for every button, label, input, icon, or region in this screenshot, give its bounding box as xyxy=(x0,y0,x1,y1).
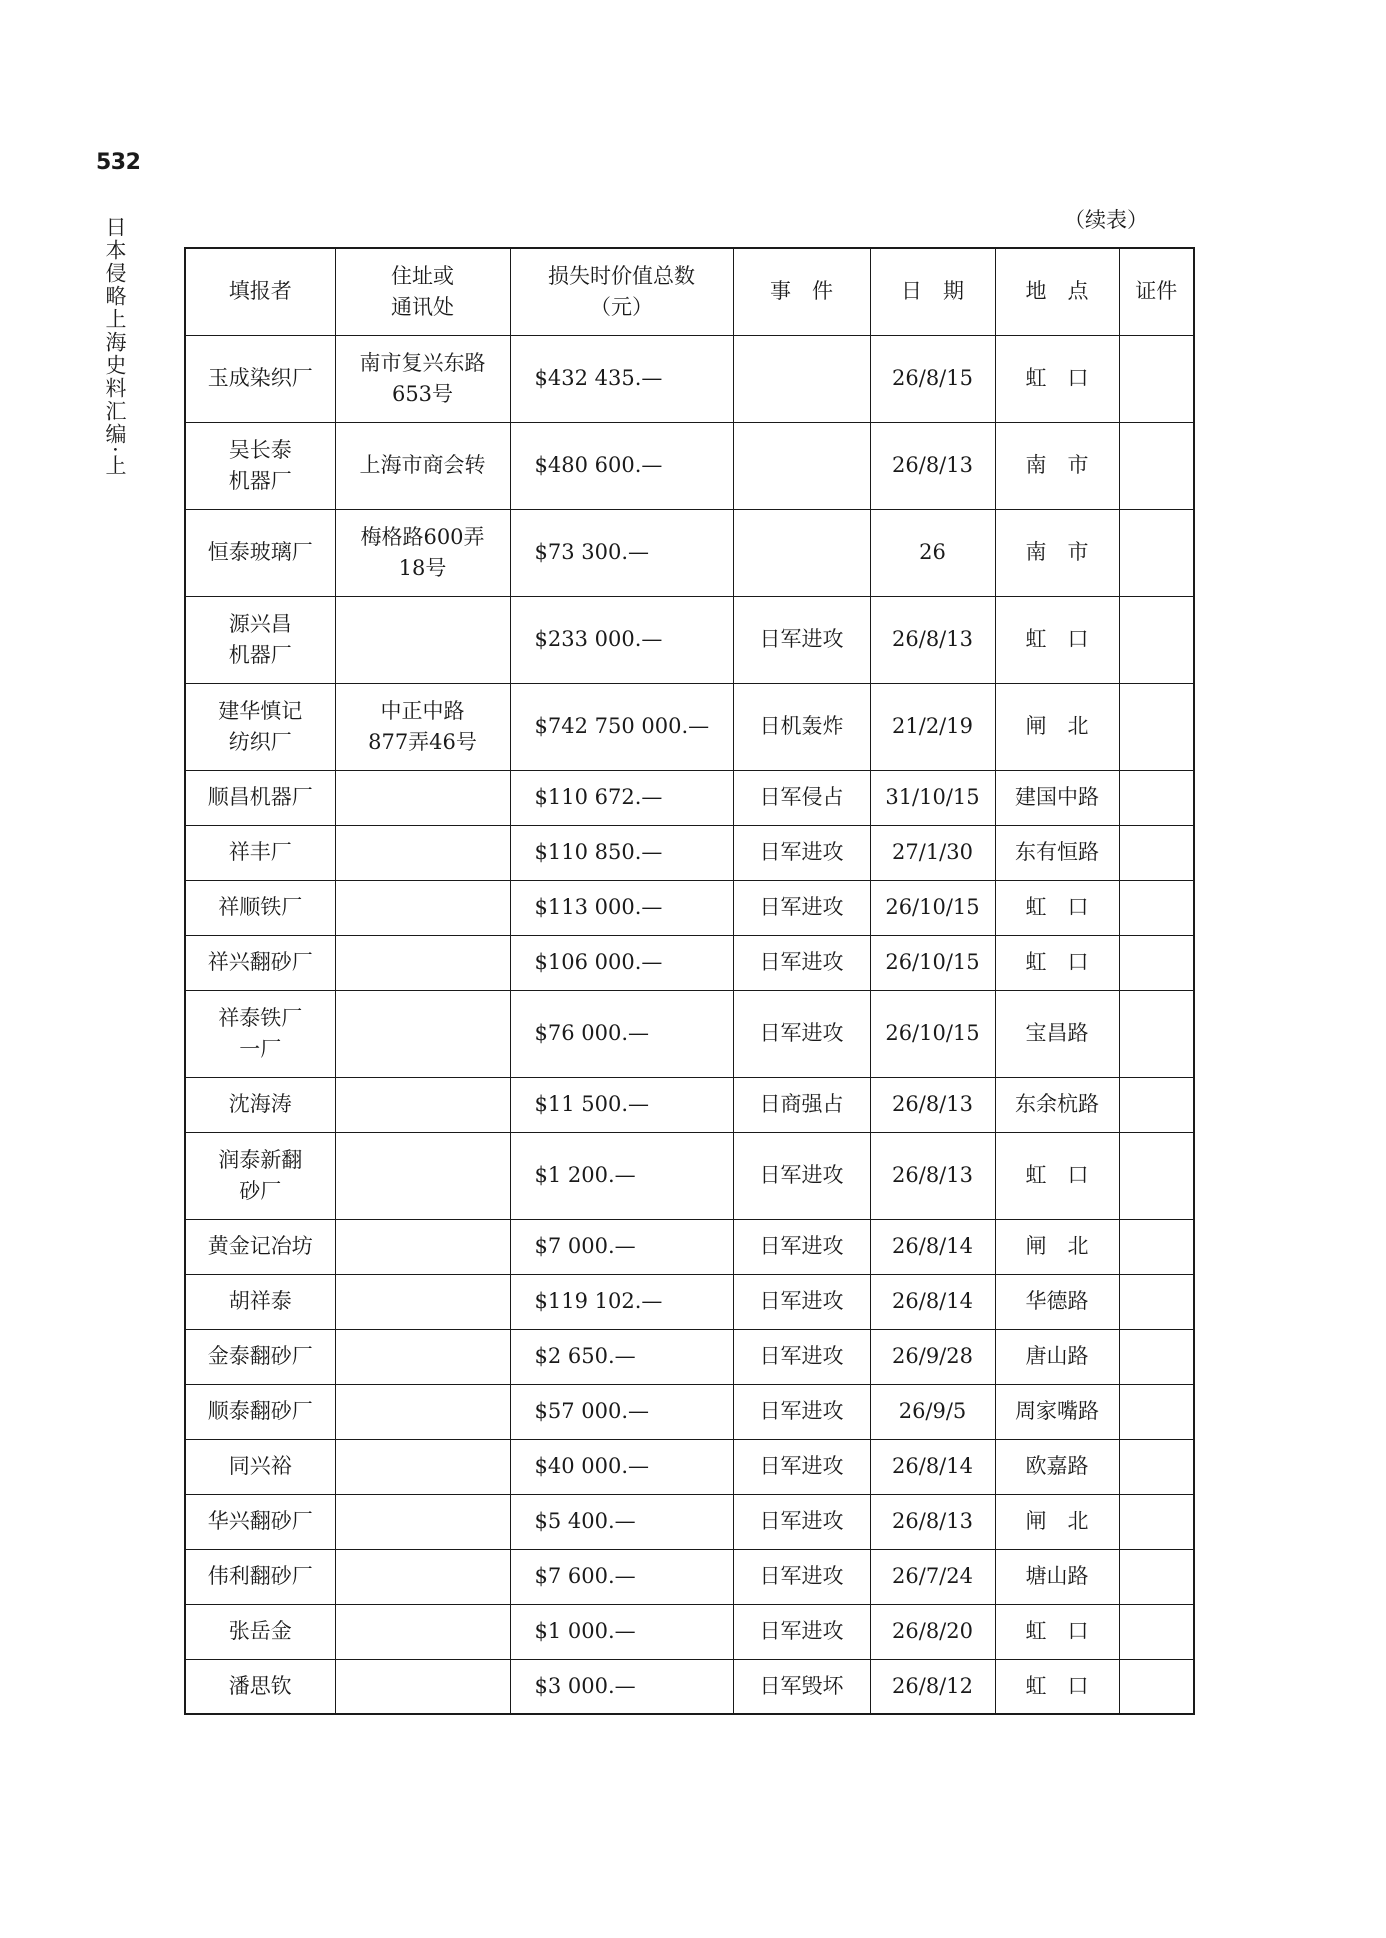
cell-loss-value: $7 600.— xyxy=(510,1549,733,1604)
table-row xyxy=(185,825,1194,880)
cell-event: 日军进攻 xyxy=(733,935,870,990)
cell-date: 26/8/20 xyxy=(870,1604,995,1659)
cell-filer: 潘思钦 xyxy=(185,1659,335,1714)
cell-date: 26/9/28 xyxy=(870,1329,995,1384)
table-row xyxy=(185,990,1194,1077)
cell-filer: 金泰翻砂厂 xyxy=(185,1329,335,1384)
cell-loss-value: $73 300.— xyxy=(510,509,733,596)
cell-loss-value: $11 500.— xyxy=(510,1077,733,1132)
table-row xyxy=(185,1549,1194,1604)
cell-address: 上海市商会转 xyxy=(335,422,510,509)
continued-label: （续表） xyxy=(1064,208,1148,232)
header-location: 地 点 xyxy=(995,248,1119,335)
cell-document xyxy=(1119,1274,1194,1329)
cell-loss-value: $1 200.— xyxy=(510,1132,733,1219)
cell-address xyxy=(335,880,510,935)
cell-address xyxy=(335,1274,510,1329)
cell-event xyxy=(733,509,870,596)
table-body xyxy=(185,335,1194,1714)
cell-date: 26/8/14 xyxy=(870,1219,995,1274)
cell-filer: 同兴裕 xyxy=(185,1439,335,1494)
cell-document xyxy=(1119,825,1194,880)
cell-loss-value: $7 000.— xyxy=(510,1219,733,1274)
cell-address xyxy=(335,1384,510,1439)
cell-event: 日军进攻 xyxy=(733,1494,870,1549)
cell-filer: 祥泰铁厂 一厂 xyxy=(185,990,335,1077)
cell-event: 日军侵占 xyxy=(733,770,870,825)
cell-address xyxy=(335,1329,510,1384)
cell-loss-value: $5 400.— xyxy=(510,1494,733,1549)
cell-loss-value: $110 672.— xyxy=(510,770,733,825)
cell-event xyxy=(733,335,870,422)
cell-location: 周家嘴路 xyxy=(995,1384,1119,1439)
table-row xyxy=(185,509,1194,596)
cell-loss-value: $1 000.— xyxy=(510,1604,733,1659)
cell-date: 26/10/15 xyxy=(870,990,995,1077)
table-row xyxy=(185,935,1194,990)
cell-loss-value: $113 000.— xyxy=(510,880,733,935)
cell-address xyxy=(335,990,510,1077)
table-row xyxy=(185,422,1194,509)
table-row xyxy=(185,1329,1194,1384)
cell-date: 26/10/15 xyxy=(870,880,995,935)
cell-address xyxy=(335,1077,510,1132)
table-row xyxy=(185,1604,1194,1659)
cell-address xyxy=(335,1439,510,1494)
cell-document xyxy=(1119,1384,1194,1439)
cell-document xyxy=(1119,935,1194,990)
cell-event: 日军进攻 xyxy=(733,1439,870,1494)
cell-loss-value: $106 000.— xyxy=(510,935,733,990)
cell-location: 南 市 xyxy=(995,422,1119,509)
cell-document xyxy=(1119,1077,1194,1132)
cell-date: 26 xyxy=(870,509,995,596)
table-row xyxy=(185,880,1194,935)
cell-date: 26/8/13 xyxy=(870,422,995,509)
cell-event: 日军进攻 xyxy=(733,1329,870,1384)
cell-location: 闸 北 xyxy=(995,1219,1119,1274)
cell-location: 虹 口 xyxy=(995,1604,1119,1659)
cell-loss-value: $432 435.— xyxy=(510,335,733,422)
cell-address: 梅格路600弄 18号 xyxy=(335,509,510,596)
cell-address xyxy=(335,596,510,683)
cell-document xyxy=(1119,1604,1194,1659)
cell-document xyxy=(1119,770,1194,825)
cell-filer: 建华慎记 纺织厂 xyxy=(185,683,335,770)
cell-document xyxy=(1119,335,1194,422)
cell-event xyxy=(733,422,870,509)
cell-filer: 祥顺铁厂 xyxy=(185,880,335,935)
table-row xyxy=(185,1494,1194,1549)
cell-loss-value: $76 000.— xyxy=(510,990,733,1077)
cell-address xyxy=(335,1604,510,1659)
cell-filer: 顺泰翻砂厂 xyxy=(185,1384,335,1439)
cell-location: 闸 北 xyxy=(995,1494,1119,1549)
running-title: 日本侵略上海史料汇编·上 xyxy=(103,216,127,478)
cell-document xyxy=(1119,1219,1194,1274)
cell-date: 21/2/19 xyxy=(870,683,995,770)
cell-address: 南市复兴东路 653号 xyxy=(335,335,510,422)
cell-document xyxy=(1119,880,1194,935)
table-row xyxy=(185,596,1194,683)
cell-location: 唐山路 xyxy=(995,1329,1119,1384)
cell-filer: 伟利翻砂厂 xyxy=(185,1549,335,1604)
cell-address xyxy=(335,935,510,990)
table-row xyxy=(185,770,1194,825)
cell-filer: 祥丰厂 xyxy=(185,825,335,880)
cell-event: 日军进攻 xyxy=(733,1549,870,1604)
cell-filer: 恒泰玻璃厂 xyxy=(185,509,335,596)
cell-date: 26/8/13 xyxy=(870,1494,995,1549)
table-row xyxy=(185,335,1194,422)
cell-filer: 源兴昌 机器厂 xyxy=(185,596,335,683)
cell-event: 日军进攻 xyxy=(733,1604,870,1659)
cell-document xyxy=(1119,1549,1194,1604)
cell-location: 虹 口 xyxy=(995,335,1119,422)
cell-filer: 祥兴翻砂厂 xyxy=(185,935,335,990)
cell-date: 26/8/13 xyxy=(870,1077,995,1132)
cell-address xyxy=(335,1132,510,1219)
cell-event: 日军进攻 xyxy=(733,596,870,683)
table-row xyxy=(185,1384,1194,1439)
header-event: 事 件 xyxy=(733,248,870,335)
cell-event: 日军进攻 xyxy=(733,825,870,880)
header-document: 证件 xyxy=(1119,248,1194,335)
cell-location: 虹 口 xyxy=(995,1659,1119,1714)
cell-address xyxy=(335,770,510,825)
cell-document xyxy=(1119,1439,1194,1494)
cell-location: 虹 口 xyxy=(995,596,1119,683)
cell-location: 华德路 xyxy=(995,1274,1119,1329)
cell-address xyxy=(335,825,510,880)
cell-event: 日军进攻 xyxy=(733,1132,870,1219)
table-row xyxy=(185,1439,1194,1494)
loss-table xyxy=(184,247,1195,1715)
header-address: 住址或 通讯处 xyxy=(335,248,510,335)
table-header-row xyxy=(185,248,1194,335)
cell-loss-value: $742 750 000.— xyxy=(510,683,733,770)
cell-event: 日军进攻 xyxy=(733,880,870,935)
cell-document xyxy=(1119,990,1194,1077)
cell-loss-value: $3 000.— xyxy=(510,1659,733,1714)
cell-date: 26/8/15 xyxy=(870,335,995,422)
cell-event: 日军毁坏 xyxy=(733,1659,870,1714)
cell-loss-value: $40 000.— xyxy=(510,1439,733,1494)
cell-date: 26/8/14 xyxy=(870,1274,995,1329)
cell-date: 26/9/5 xyxy=(870,1384,995,1439)
cell-date: 27/1/30 xyxy=(870,825,995,880)
header-loss-value: 损失时价值总数 （元） xyxy=(510,248,733,335)
cell-date: 26/7/24 xyxy=(870,1549,995,1604)
cell-date: 26/8/13 xyxy=(870,1132,995,1219)
cell-date: 26/8/12 xyxy=(870,1659,995,1714)
cell-event: 日军进攻 xyxy=(733,1274,870,1329)
cell-address xyxy=(335,1219,510,1274)
cell-address: 中正中路 877弄46号 xyxy=(335,683,510,770)
table-row xyxy=(185,683,1194,770)
cell-filer: 玉成染织厂 xyxy=(185,335,335,422)
cell-event: 日商强占 xyxy=(733,1077,870,1132)
table-row xyxy=(185,1077,1194,1132)
cell-address xyxy=(335,1659,510,1714)
cell-document xyxy=(1119,683,1194,770)
table-row xyxy=(185,1132,1194,1219)
header-date: 日 期 xyxy=(870,248,995,335)
cell-event: 日军进攻 xyxy=(733,1219,870,1274)
cell-location: 虹 口 xyxy=(995,880,1119,935)
cell-location: 东余杭路 xyxy=(995,1077,1119,1132)
cell-location: 欧嘉路 xyxy=(995,1439,1119,1494)
cell-document xyxy=(1119,1132,1194,1219)
cell-filer: 沈海涛 xyxy=(185,1077,335,1132)
cell-filer: 吴长泰 机器厂 xyxy=(185,422,335,509)
cell-location: 虹 口 xyxy=(995,935,1119,990)
cell-event: 日机轰炸 xyxy=(733,683,870,770)
page-number: 532 xyxy=(96,150,141,175)
cell-filer: 胡祥泰 xyxy=(185,1274,335,1329)
cell-loss-value: $57 000.— xyxy=(510,1384,733,1439)
cell-location: 宝昌路 xyxy=(995,990,1119,1077)
cell-date: 26/8/14 xyxy=(870,1439,995,1494)
cell-document xyxy=(1119,509,1194,596)
cell-location: 虹 口 xyxy=(995,1132,1119,1219)
cell-document xyxy=(1119,596,1194,683)
cell-location: 南 市 xyxy=(995,509,1119,596)
cell-document xyxy=(1119,422,1194,509)
cell-event: 日军进攻 xyxy=(733,990,870,1077)
cell-loss-value: $119 102.— xyxy=(510,1274,733,1329)
cell-address xyxy=(335,1549,510,1604)
cell-filer: 润泰新翻 砂厂 xyxy=(185,1132,335,1219)
cell-location: 东有恒路 xyxy=(995,825,1119,880)
cell-location: 塘山路 xyxy=(995,1549,1119,1604)
cell-document xyxy=(1119,1329,1194,1384)
cell-loss-value: $480 600.— xyxy=(510,422,733,509)
cell-address xyxy=(335,1494,510,1549)
cell-location: 闸 北 xyxy=(995,683,1119,770)
cell-filer: 顺昌机器厂 xyxy=(185,770,335,825)
cell-event: 日军进攻 xyxy=(733,1384,870,1439)
cell-filer: 黄金记冶坊 xyxy=(185,1219,335,1274)
cell-loss-value: $233 000.— xyxy=(510,596,733,683)
cell-date: 26/8/13 xyxy=(870,596,995,683)
cell-document xyxy=(1119,1659,1194,1714)
table-row xyxy=(185,1274,1194,1329)
header-filer: 填报者 xyxy=(185,248,335,335)
cell-document xyxy=(1119,1494,1194,1549)
table-row xyxy=(185,1219,1194,1274)
cell-filer: 华兴翻砂厂 xyxy=(185,1494,335,1549)
cell-date: 26/10/15 xyxy=(870,935,995,990)
cell-date: 31/10/15 xyxy=(870,770,995,825)
cell-loss-value: $110 850.— xyxy=(510,825,733,880)
table-row xyxy=(185,1659,1194,1714)
cell-location: 建国中路 xyxy=(995,770,1119,825)
cell-loss-value: $2 650.— xyxy=(510,1329,733,1384)
cell-filer: 张岳金 xyxy=(185,1604,335,1659)
